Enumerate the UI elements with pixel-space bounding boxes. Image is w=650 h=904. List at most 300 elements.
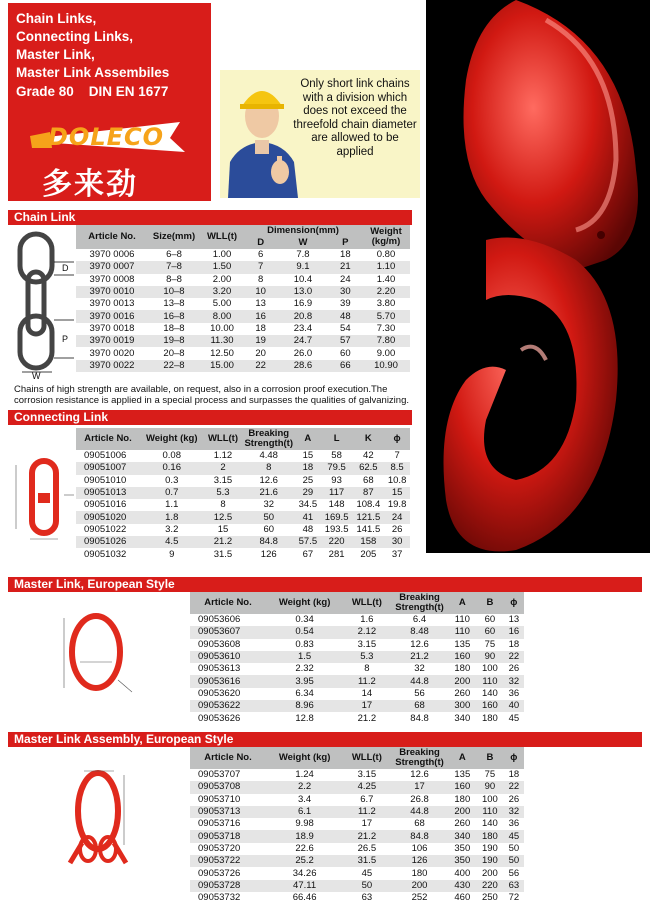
table-cell: 10–8 — [148, 286, 200, 298]
table-cell: 8 — [220, 499, 226, 511]
table-cell: 148 — [328, 499, 345, 511]
table-cell: 09053613 — [198, 663, 241, 675]
table-cell: 0.16 — [140, 462, 204, 474]
col-breaking: Breaking Strength(t) — [244, 428, 293, 449]
table-cell: 126 — [391, 855, 449, 867]
table-cell: 2.2 — [266, 781, 343, 793]
table-cell: 19 — [244, 335, 277, 347]
table-cell: 0.08 — [162, 450, 181, 462]
table-cell: 26.5 — [357, 842, 377, 854]
table-cell: 09051022 — [84, 523, 127, 535]
table-cell: 1.8 — [140, 511, 204, 523]
table-cell: 54 — [340, 322, 351, 334]
col-breaking: Breaking Strength(t) — [391, 592, 449, 614]
table-cell: 350 — [449, 855, 477, 867]
table-cell: 13–8 — [163, 298, 185, 310]
table-row — [76, 249, 410, 261]
table-row — [76, 335, 410, 347]
table-cell: 93 — [331, 474, 342, 486]
table-cell: 84.8 — [242, 536, 295, 548]
table-cell: 3.15 — [357, 638, 377, 650]
table-cell: 31.5 — [213, 548, 233, 560]
table-cell: 24.7 — [277, 335, 328, 347]
table-cell: 3970 0008 — [89, 273, 135, 285]
table-cell: 23.4 — [293, 322, 313, 334]
table-cell: 160 — [476, 700, 504, 712]
table-cell: 13.0 — [277, 286, 328, 298]
col-phi: ϕ — [384, 428, 410, 450]
table-cell: 6.7 — [360, 793, 374, 805]
table-row — [190, 675, 524, 687]
table-cell: 2.00 — [212, 273, 232, 285]
col-l: L — [321, 428, 353, 450]
table-cell: 6.34 — [295, 687, 314, 699]
col-weight: Weight (kg/m) — [362, 225, 410, 249]
table-cell: 09053610 — [190, 651, 266, 663]
table-row — [190, 892, 524, 904]
table-row — [76, 286, 410, 298]
table-cell: 12.6 — [259, 474, 278, 486]
table-cell: 37 — [391, 548, 403, 560]
col-a: A — [449, 747, 477, 769]
table-row — [190, 626, 524, 638]
table-cell: 3970 0018 — [89, 322, 135, 334]
table-cell: 135 — [454, 769, 471, 781]
table-cell: 09053713 — [190, 806, 266, 818]
table-cell: 220 — [476, 880, 504, 892]
table-cell: 22–8 — [148, 360, 200, 372]
table-cell: 40 — [504, 700, 524, 712]
col-weight: Weight (kg) — [266, 592, 343, 614]
logo-text: DOLECO — [48, 123, 165, 151]
table-cell: 18 — [508, 769, 520, 781]
table-cell: 460 — [454, 892, 471, 904]
table-cell: 84.8 — [391, 830, 449, 842]
col-p: P — [329, 237, 362, 249]
table-row — [76, 524, 410, 536]
col-breaking: Breaking Strength(t) — [391, 747, 449, 769]
table-cell: 16 — [504, 626, 524, 638]
table-cell: 63 — [361, 892, 373, 904]
table-cell: 18 — [255, 322, 266, 334]
table-cell: 6–8 — [166, 249, 182, 261]
table-cell: 15.00 — [200, 360, 244, 372]
table-cell: 3.20 — [200, 286, 244, 298]
table-cell: 250 — [481, 892, 498, 904]
table-cell: 09051013 — [76, 487, 140, 499]
table-cell: 32 — [504, 806, 524, 818]
table-cell: 25.2 — [266, 855, 343, 867]
table-cell: 8.5 — [384, 462, 410, 474]
chain-link-note: Chains of high strength are available, on request, also in a corrosion proof execution.The corrosion resistance is applied in a special process and surpasses the qualities of galvanizing. — [14, 384, 409, 406]
header-panel — [8, 3, 211, 201]
table-cell: 66.46 — [292, 892, 317, 904]
table-cell: 180 — [481, 712, 498, 724]
table-row — [76, 347, 410, 359]
table-cell: 7.8 — [296, 249, 310, 261]
table-cell: 10 — [244, 286, 277, 298]
table-cell: 180 — [454, 793, 471, 805]
table-cell: 22 — [504, 651, 524, 663]
table-cell: 169.5 — [321, 511, 353, 523]
table-cell: 50 — [504, 855, 524, 867]
label-d: D — [62, 263, 69, 273]
table-cell: 180 — [476, 830, 504, 842]
table-cell: 1.40 — [376, 273, 396, 285]
table-cell: 8 — [364, 663, 370, 675]
table-cell: 09051026 — [76, 536, 140, 548]
table-cell: 18 — [340, 249, 351, 261]
table-cell: 220 — [321, 536, 353, 548]
master-assembly-table — [190, 747, 524, 904]
table-cell: 3970 0020 — [89, 347, 135, 359]
table-cell: 21.2 — [357, 712, 377, 724]
table-cell: 63 — [504, 880, 524, 892]
table-cell: 50 — [343, 880, 390, 892]
table-cell: 28.6 — [277, 360, 328, 372]
table-row — [76, 548, 410, 560]
table-cell: 190 — [476, 855, 504, 867]
col-article-no: Article No. — [76, 225, 148, 249]
table-cell: 430 — [449, 880, 477, 892]
table-row — [76, 450, 410, 462]
table-cell: 41 — [295, 511, 321, 523]
doleco-logo — [30, 120, 190, 154]
table-cell: 6.1 — [266, 806, 343, 818]
chinese-brand: 多来劲 — [42, 167, 138, 202]
col-wll: WLL(t) — [204, 428, 243, 450]
table-row — [76, 475, 410, 487]
worker-note-text: Only short link chains with a division which does not exceed the threefold chain diameter are allowed to be applied — [293, 78, 417, 158]
table-cell: 10.00 — [210, 322, 234, 334]
table-cell: 300 — [449, 700, 477, 712]
table-cell: 0.3 — [165, 474, 179, 486]
col-wll: WLL(t) — [200, 225, 244, 249]
table-cell: 90 — [476, 781, 504, 793]
table-cell: 340 — [449, 830, 477, 842]
table-cell: 21 — [329, 261, 362, 273]
table-row — [190, 663, 524, 675]
table-cell: 26 — [508, 663, 520, 675]
table-row — [76, 310, 410, 322]
table-cell: 8 — [242, 462, 295, 474]
table-cell: 18–8 — [163, 322, 185, 334]
table-cell: 19–8 — [148, 335, 200, 347]
master-link-illustration — [58, 610, 148, 705]
title-line-5: Grade 80 DIN EN 1677 — [16, 84, 169, 99]
table-cell: 140 — [481, 818, 498, 830]
table-cell: 17 — [391, 781, 449, 793]
table-cell: 20.8 — [277, 310, 328, 322]
table-cell: 350 — [454, 842, 471, 854]
table-row — [190, 806, 524, 818]
table-cell: 09053728 — [190, 880, 266, 892]
table-cell: 9.98 — [295, 818, 314, 830]
table-cell: 44.8 — [391, 806, 449, 818]
table-cell: 60 — [484, 614, 496, 626]
table-cell: 7 — [244, 261, 277, 273]
col-dimension: Dimension(mm) — [244, 225, 362, 237]
table-cell: 180 — [454, 663, 471, 675]
table-cell: 62.5 — [352, 462, 384, 474]
table-cell: 10.4 — [293, 273, 313, 285]
table-cell: 11.30 — [200, 335, 244, 347]
table-cell: 56 — [414, 687, 425, 699]
table-cell: 45 — [508, 712, 520, 724]
table-cell: 15 — [217, 523, 229, 535]
table-row — [190, 700, 524, 712]
table-cell: 30 — [329, 286, 362, 298]
table-cell: 32 — [504, 675, 524, 687]
chain-link-illustration — [14, 230, 80, 385]
table-cell: 3970 0007 — [76, 261, 148, 273]
table-cell: 126 — [260, 548, 277, 560]
table-cell: 3.15 — [357, 769, 377, 781]
table-cell: 09053720 — [198, 842, 241, 854]
table-cell: 87 — [352, 487, 384, 499]
table-cell: 09053608 — [198, 638, 241, 650]
table-cell: 09053616 — [190, 675, 266, 687]
table-cell: 3.4 — [297, 793, 312, 805]
table-cell: 8.48 — [391, 626, 449, 638]
table-cell: 260 — [454, 818, 471, 830]
table-cell: 10.90 — [362, 360, 410, 372]
table-cell: 29 — [295, 487, 321, 499]
table-cell: 3970 0006 — [89, 249, 135, 261]
table-cell: 200 — [449, 675, 477, 687]
table-cell: 75 — [484, 638, 496, 650]
table-cell: 12.5 — [204, 511, 243, 523]
table-cell: 34.26 — [292, 867, 317, 879]
table-row — [190, 794, 524, 806]
hook-photo — [426, 0, 650, 553]
col-wll: WLL(t) — [343, 747, 390, 769]
table-row — [76, 536, 410, 548]
table-cell: 48 — [329, 310, 362, 322]
section-bar-master-link: Master Link, European Style — [8, 577, 642, 592]
table-cell: 158 — [352, 536, 384, 548]
connecting-link-illustration — [8, 455, 78, 550]
table-row — [190, 769, 524, 781]
table-row — [76, 487, 410, 499]
table-cell: 11.2 — [343, 675, 390, 687]
table-cell: 21.2 — [391, 651, 449, 663]
table-cell: 12.8 — [295, 712, 314, 724]
table-cell: 20 — [255, 347, 266, 359]
table-cell: 42 — [363, 450, 374, 462]
table-cell: 6.4 — [412, 614, 427, 626]
table-cell: 56 — [508, 867, 520, 879]
table-row — [190, 614, 524, 626]
table-cell: 26 — [391, 523, 403, 535]
col-w: W — [277, 237, 328, 249]
table-row — [190, 867, 524, 879]
table-cell: 3970 0019 — [76, 335, 148, 347]
table-cell: 09053607 — [190, 626, 266, 638]
table-cell: 3970 0010 — [76, 286, 148, 298]
table-cell: 18 — [508, 638, 520, 650]
title-line-1: Chain Links, — [16, 11, 97, 26]
table-cell: 9.1 — [277, 261, 328, 273]
table-cell: 193.5 — [324, 523, 349, 535]
table-cell: 205 — [360, 548, 377, 560]
table-cell: 8 — [258, 273, 264, 285]
master-assembly-illustration — [60, 765, 150, 880]
table-cell: 68 — [391, 700, 449, 712]
table-cell: 22 — [244, 360, 277, 372]
table-cell: 0.34 — [295, 614, 314, 626]
table-cell: 09051010 — [84, 474, 127, 486]
table-cell: 50 — [508, 842, 520, 854]
table-cell: 4.5 — [140, 536, 204, 548]
table-cell: 09053732 — [198, 892, 241, 904]
table-cell: 7.30 — [376, 322, 396, 334]
worker-note-box — [220, 70, 420, 198]
table-cell: 22 — [504, 781, 524, 793]
section-bar-master-assembly: Master Link Assembly, European Style — [8, 732, 642, 747]
table-row — [76, 499, 410, 511]
table-cell: 135 — [454, 638, 471, 650]
table-cell: 09053620 — [198, 687, 241, 699]
table-cell: 5.70 — [362, 310, 410, 322]
table-cell: 1.1 — [165, 499, 179, 511]
col-wll: WLL(t) — [343, 592, 390, 614]
table-cell: 400 — [454, 867, 471, 879]
table-cell: 110 — [454, 614, 470, 626]
table-cell: 110 — [449, 626, 477, 638]
table-cell: 5.00 — [212, 298, 232, 310]
table-cell: 121.5 — [352, 511, 384, 523]
table-cell: 1.6 — [360, 614, 374, 626]
table-cell: 47.11 — [266, 880, 343, 892]
title-line-4: Master Link Assembiles — [16, 65, 170, 80]
table-cell: 3.2 — [165, 523, 179, 535]
table-cell: 180 — [411, 867, 428, 879]
table-cell: 09053622 — [190, 700, 266, 712]
table-cell: 0.54 — [266, 626, 343, 638]
table-cell: 10.8 — [387, 474, 407, 486]
table-cell: 68 — [363, 474, 374, 486]
table-cell: 200 — [449, 806, 477, 818]
table-cell: 15 — [384, 487, 410, 499]
table-cell: 58 — [331, 450, 342, 462]
table-cell: 36 — [508, 818, 520, 830]
table-cell: 200 — [481, 867, 498, 879]
table-cell: 3970 0013 — [89, 298, 135, 310]
table-cell: 1.24 — [295, 769, 314, 781]
table-cell: 12.50 — [210, 347, 234, 359]
table-cell: 3970 0016 — [76, 310, 148, 322]
table-cell: 18.9 — [266, 830, 343, 842]
table-cell: 13 — [508, 614, 520, 626]
table-cell: 7–8 — [148, 261, 200, 273]
table-cell: 1.12 — [213, 450, 233, 462]
table-cell: 57 — [329, 335, 362, 347]
table-cell: 17 — [343, 700, 390, 712]
table-row — [76, 323, 410, 335]
table-row — [190, 639, 524, 651]
table-cell: 45 — [504, 830, 524, 842]
table-cell: 79.5 — [321, 462, 353, 474]
table-cell: 160 — [449, 651, 477, 663]
table-cell: 60 — [340, 347, 351, 359]
table-cell: 39 — [340, 298, 351, 310]
table-row — [190, 712, 524, 724]
table-cell: 21.2 — [343, 830, 390, 842]
table-cell: 09051006 — [84, 450, 127, 462]
table-cell: 9 — [169, 548, 175, 560]
table-cell: 09051007 — [76, 462, 140, 474]
table-cell: 5.3 — [204, 487, 243, 499]
table-cell: 2 — [204, 462, 243, 474]
table-cell: 190 — [481, 842, 498, 854]
table-cell: 22.6 — [295, 842, 314, 854]
table-cell: 281 — [328, 548, 345, 560]
table-cell: 3970 0022 — [76, 360, 148, 372]
table-cell: 11.2 — [343, 806, 390, 818]
table-row — [190, 818, 524, 830]
table-cell: 09053716 — [198, 818, 241, 830]
col-k: K — [352, 428, 384, 450]
table-cell: 17 — [361, 818, 373, 830]
col-article-no: Article No. — [190, 592, 266, 614]
table-cell: 84.8 — [410, 712, 429, 724]
table-cell: 25 — [302, 474, 314, 486]
connecting-link-table — [76, 428, 410, 561]
table-cell: 140 — [481, 687, 498, 699]
table-cell: 1.50 — [200, 261, 244, 273]
col-a: A — [295, 428, 321, 450]
table-cell: 21.2 — [204, 536, 243, 548]
table-cell: 09051032 — [84, 548, 127, 560]
table-cell: 1.00 — [212, 249, 232, 261]
table-cell: 15 — [302, 450, 314, 462]
table-row — [190, 830, 524, 842]
table-cell: 110 — [476, 806, 504, 818]
table-cell: 8.96 — [266, 700, 343, 712]
table-cell: 32 — [263, 499, 275, 511]
table-cell: 7.80 — [362, 335, 410, 347]
col-b: B — [476, 592, 504, 614]
table-cell: 44.8 — [391, 675, 449, 687]
table-cell: 50 — [242, 511, 295, 523]
table-cell: 100 — [481, 793, 498, 805]
table-cell: 1.10 — [362, 261, 410, 273]
table-cell: 09053710 — [198, 793, 241, 805]
master-link-table — [190, 592, 524, 725]
table-cell: 9.00 — [376, 347, 396, 359]
table-cell: 26.8 — [410, 793, 429, 805]
title-line-3: Master Link, — [16, 47, 95, 62]
table-cell: 16–8 — [148, 310, 200, 322]
table-cell: 2.12 — [343, 626, 390, 638]
table-cell: 6 — [258, 249, 264, 261]
table-cell: 141.5 — [356, 523, 381, 535]
table-cell: 12.6 — [410, 638, 429, 650]
table-cell: 340 — [454, 712, 471, 724]
table-cell: 8–8 — [166, 273, 182, 285]
section-bar-chain-link: Chain Link — [8, 210, 412, 225]
table-cell: 09051016 — [84, 499, 127, 511]
table-cell: 09053722 — [190, 855, 266, 867]
table-row — [76, 261, 410, 273]
table-cell: 3.80 — [376, 298, 396, 310]
col-article-no: Article No. — [76, 428, 140, 450]
table-cell: 24 — [340, 273, 351, 285]
table-cell: 12.6 — [410, 769, 429, 781]
table-cell: 34.5 — [298, 499, 318, 511]
table-cell: 110 — [476, 675, 504, 687]
